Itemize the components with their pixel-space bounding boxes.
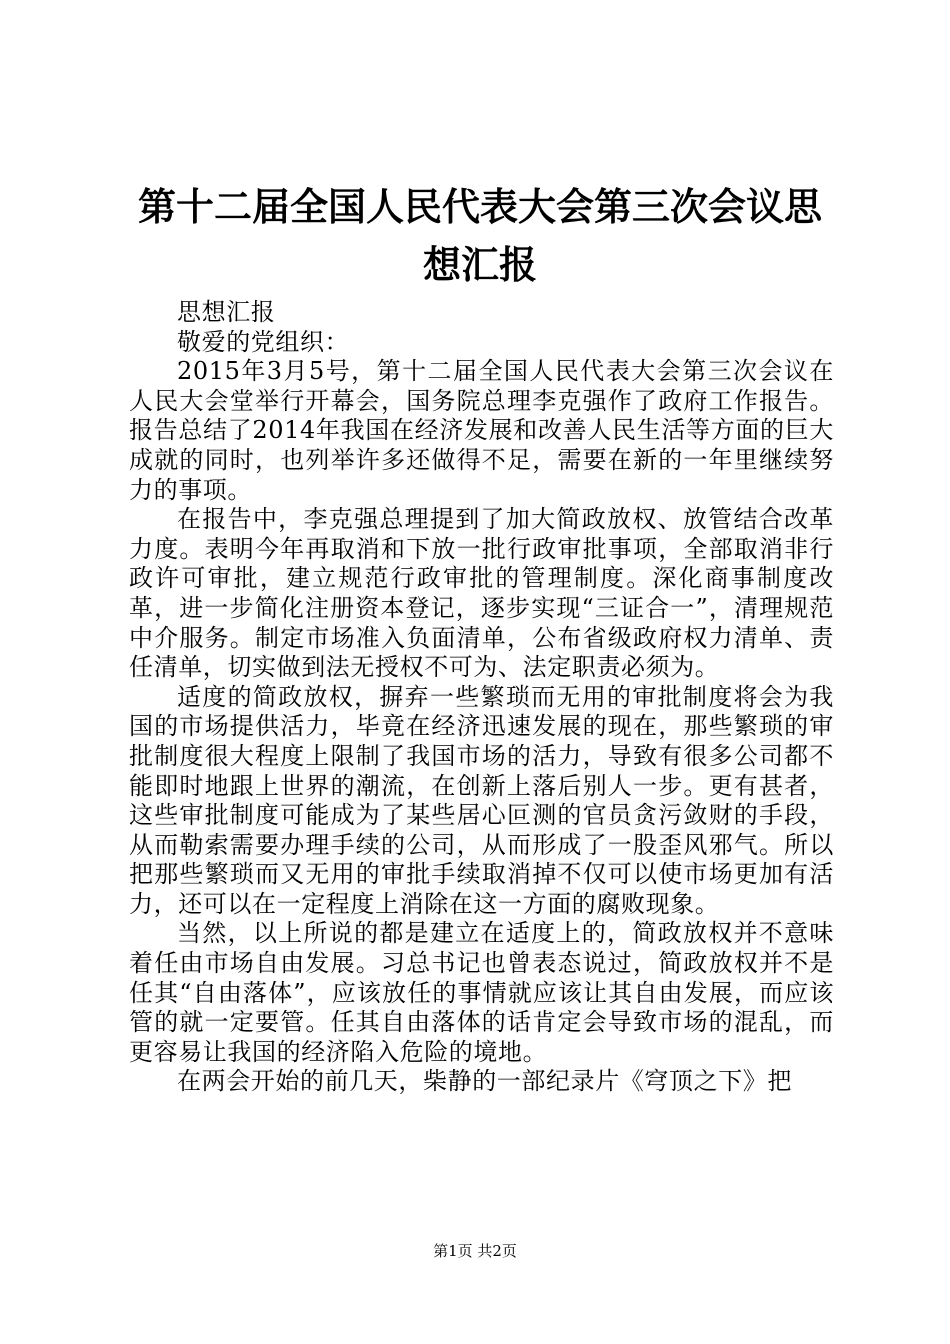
paragraph-2: 在报告中，李克强总理提到了加大简政放权、放管结合改革力度。表明今年再取消和下放一批行政审批事项，全部取消非行政许可审批，建立规范行政审批的管理制度。深化商事制度改革，进一步简化注册资本登记，逐步实现“三证合一”，清理规范中介服务。制定市场准入负面清单，公布省级政府权力清单、责任清单，切实做到法无授权不可为、法定职责必须为。 [129,505,834,682]
document-body [129,298,834,1097]
paragraph-1: 2015年3月5号，第十二届全国人民代表大会第三次会议在人民大会堂举行开幕会，国务院总理李克强作了政府工作报告。报告总结了2014年我国在经济发展和改善人民生活等方面的巨大成就的同时，也列举许多还做得不足，需要在新的一年里继续努力的事项。 [129,357,834,504]
document-title: 第十二届全国人民代表大会第三次会议思想汇报 [137,184,822,287]
page-footer: 第1页 共2页 [433,1242,517,1260]
paragraph-5: 在两会开始的前几天，柴静的一部纪录片《穹顶之下》把 [177,1067,792,1096]
paragraph-4: 当然，以上所说的都是建立在适度上的，简政放权并不意味着任由市场自由发展。习总书记也曾表态说过，简政放权并不是任其“自由落体”，应该放任的事情就应该让其自由发展，而应该管的就一定要管。任其自由落体的话肯定会导致市场的混乱，而更容易让我国的经济陷入危险的境地。 [129,919,834,1066]
subtitle: 思想汇报 [177,298,276,326]
paragraph-3: 适度的简政放权，摒弃一些繁琐而无用的审批制度将会为我国的市场提供活力，毕竟在经济迅速发展的现在，那些繁琐的审批制度很大程度上限制了我国市场的活力，导致有很多公司都不能即时地跟上世界的潮流，在创新上落后别人一步。更有甚者，这些审批制度可能成为了某些居心叵测的官员贪污敛财的手段，从而勒索需要办理手续的公司，从而形成了一股歪风邪气。所以把那些繁琐而又无用的审批手续取消掉不仅可以使市场更加有活力，还可以在一定程度上消除在这一方面的腐败现象。 [129,682,834,918]
salutation: 敬爱的党组织： [177,327,350,356]
